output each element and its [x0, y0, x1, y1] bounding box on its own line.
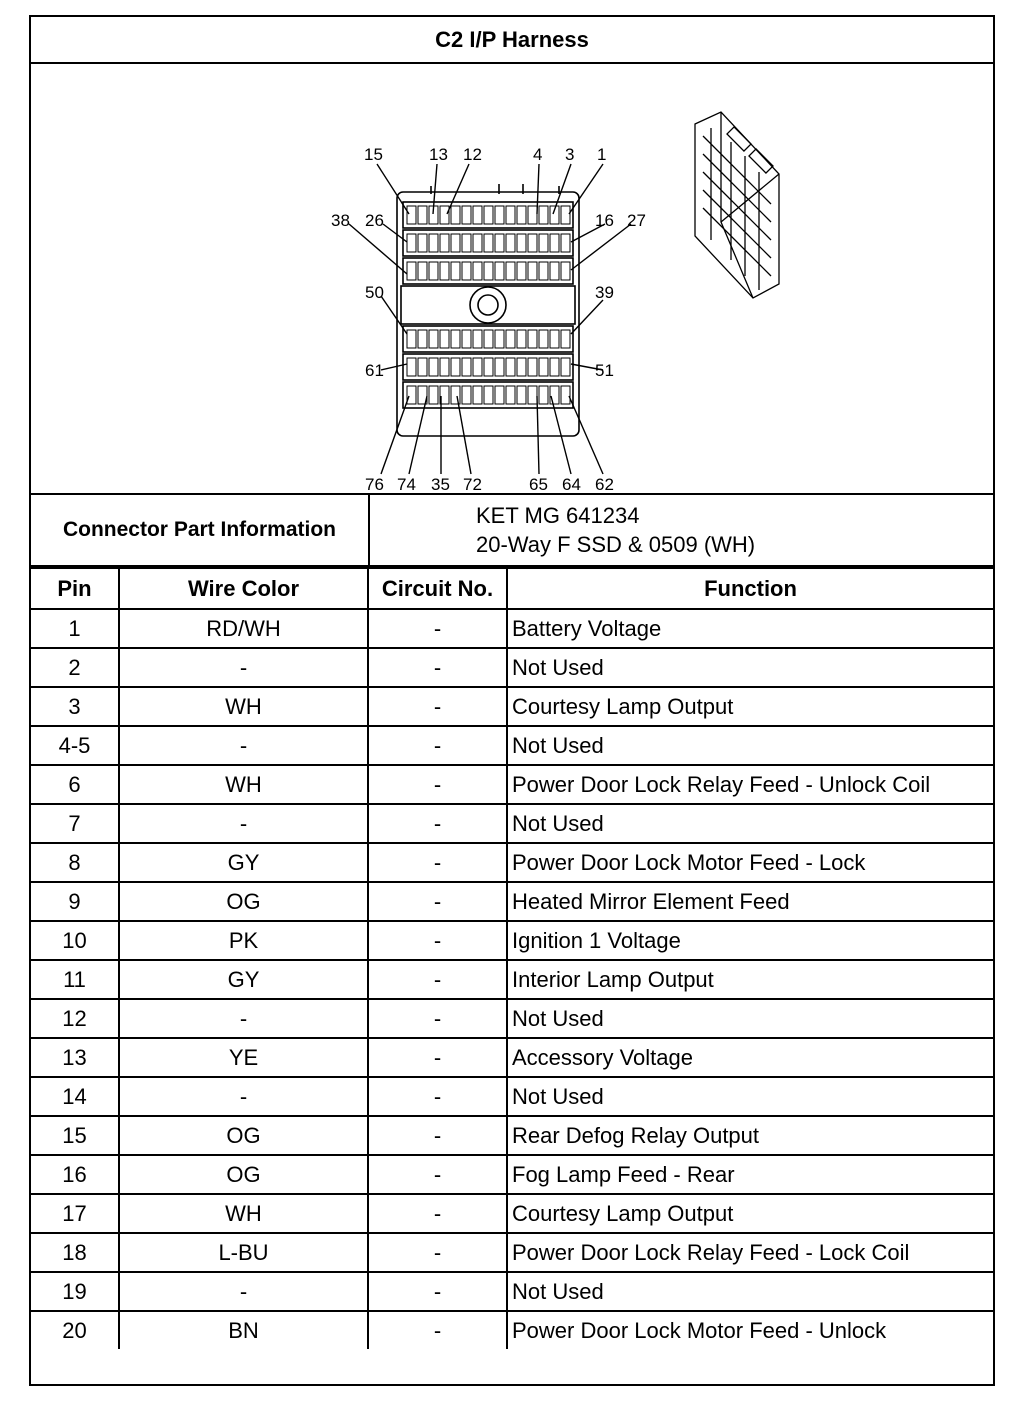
pin-cell: 19: [31, 1272, 119, 1311]
function-cell: Power Door Lock Relay Feed - Unlock Coil: [507, 765, 993, 804]
table-row: [31, 999, 993, 1038]
wire-color-cell: -: [119, 726, 368, 765]
circuit-cell: -: [368, 1116, 507, 1155]
column-header-pin: Pin: [31, 568, 119, 609]
circuit-cell: -: [368, 843, 507, 882]
connector-isometric-view: [695, 112, 779, 298]
function-cell: Rear Defog Relay Output: [507, 1116, 993, 1155]
circuit-cell: -: [368, 1194, 507, 1233]
pin-cell: 12: [31, 999, 119, 1038]
column-header-circuit-no: Circuit No.: [368, 568, 507, 609]
circuit-cell: -: [368, 999, 507, 1038]
pin-label: 72: [463, 475, 482, 493]
function-cell: Not Used: [507, 648, 993, 687]
wire-color-cell: -: [119, 648, 368, 687]
wire-color-cell: -: [119, 1077, 368, 1116]
pin-label: 39: [595, 283, 614, 302]
table-row: [31, 648, 993, 687]
connector-part-label: Connector Part Information: [31, 495, 370, 565]
pin-label: 50: [365, 283, 384, 302]
wire-color-cell: -: [119, 804, 368, 843]
table-row: [31, 765, 993, 804]
page-title: C2 I/P Harness: [31, 17, 993, 64]
circuit-cell: -: [368, 648, 507, 687]
circuit-cell: -: [368, 804, 507, 843]
pin-label: 51: [595, 361, 614, 380]
leader-lines: [349, 164, 631, 474]
wire-color-cell: GY: [119, 960, 368, 999]
pin-cell: 3: [31, 687, 119, 726]
table-row: [31, 1311, 993, 1349]
circuit-cell: -: [368, 1233, 507, 1272]
wire-color-cell: OG: [119, 1155, 368, 1194]
pin-cell: 8: [31, 843, 119, 882]
table-header-row: [31, 568, 993, 609]
function-cell: Heated Mirror Element Feed: [507, 882, 993, 921]
function-cell: Courtesy Lamp Output: [507, 1194, 993, 1233]
function-cell: Power Door Lock Motor Feed - Lock: [507, 843, 993, 882]
pin-label: 61: [365, 361, 384, 380]
pin-label: 13: [429, 145, 448, 164]
connector-part-value: [370, 495, 993, 565]
pin-cell: 20: [31, 1311, 119, 1349]
table-row: [31, 882, 993, 921]
pin-cell: 10: [31, 921, 119, 960]
function-cell: Accessory Voltage: [507, 1038, 993, 1077]
connector-diagram: [31, 64, 993, 495]
table-row: [31, 1233, 993, 1272]
circuit-cell: -: [368, 1077, 507, 1116]
pin-label: 65: [529, 475, 548, 493]
circuit-cell: -: [368, 609, 507, 648]
pin-cell: 17: [31, 1194, 119, 1233]
table-row: [31, 609, 993, 648]
function-cell: Power Door Lock Relay Feed - Lock Coil: [507, 1233, 993, 1272]
wire-color-cell: OG: [119, 1116, 368, 1155]
function-cell: Not Used: [507, 804, 993, 843]
circuit-cell: -: [368, 882, 507, 921]
table-row: [31, 843, 993, 882]
table-row: [31, 1116, 993, 1155]
pin-cell: 9: [31, 882, 119, 921]
wire-color-cell: WH: [119, 687, 368, 726]
pin-cell: 14: [31, 1077, 119, 1116]
function-cell: Courtesy Lamp Output: [507, 687, 993, 726]
column-header-function: Function: [507, 568, 993, 609]
function-cell: Battery Voltage: [507, 609, 993, 648]
function-cell: Fog Lamp Feed - Rear: [507, 1155, 993, 1194]
wire-color-cell: OG: [119, 882, 368, 921]
pin-label: 15: [364, 145, 383, 164]
function-cell: Not Used: [507, 1272, 993, 1311]
table-row: [31, 804, 993, 843]
pin-number-labels: [331, 145, 646, 493]
pin-cell: 13: [31, 1038, 119, 1077]
wire-color-cell: WH: [119, 765, 368, 804]
circuit-cell: -: [368, 1038, 507, 1077]
circuit-cell: -: [368, 1155, 507, 1194]
pin-label: 64: [562, 475, 581, 493]
table-row: [31, 960, 993, 999]
wire-color-cell: BN: [119, 1311, 368, 1349]
function-cell: Not Used: [507, 1077, 993, 1116]
table-row: [31, 687, 993, 726]
circuit-cell: -: [368, 1272, 507, 1311]
connector-part-description: 20-Way F SSD & 0509 (WH): [476, 532, 756, 557]
table-row: [31, 1038, 993, 1077]
function-cell: Interior Lamp Output: [507, 960, 993, 999]
wire-color-cell: -: [119, 1272, 368, 1311]
harness-sheet: [29, 15, 995, 1386]
function-cell: Not Used: [507, 726, 993, 765]
pinout-table: [31, 567, 993, 1349]
pin-label: 3: [565, 145, 575, 164]
pin-label: 74: [397, 475, 416, 493]
pin-label: 1: [597, 145, 607, 164]
pin-cell: 11: [31, 960, 119, 999]
pin-cell: 2: [31, 648, 119, 687]
pin-cell: 1: [31, 609, 119, 648]
wire-color-cell: YE: [119, 1038, 368, 1077]
circuit-cell: -: [368, 687, 507, 726]
pin-cell: 18: [31, 1233, 119, 1272]
wire-color-cell: WH: [119, 1194, 368, 1233]
pin-label: 4: [533, 145, 543, 164]
pin-label: 76: [365, 475, 384, 493]
function-cell: Not Used: [507, 999, 993, 1038]
pin-cavities: [407, 206, 570, 404]
connector-face-drawing: [31, 64, 993, 493]
wire-color-cell: GY: [119, 843, 368, 882]
pin-label: 12: [463, 145, 482, 164]
circuit-cell: -: [368, 726, 507, 765]
connector-part-info: [31, 495, 993, 567]
pin-label: 26: [365, 211, 384, 230]
pin-label: 16: [595, 211, 614, 230]
pin-label: 62: [595, 475, 614, 493]
table-row: [31, 1272, 993, 1311]
connector-part-number: KET MG 641234: [476, 503, 640, 528]
circuit-cell: -: [368, 765, 507, 804]
function-cell: Ignition 1 Voltage: [507, 921, 993, 960]
pin-cell: 6: [31, 765, 119, 804]
circuit-cell: -: [368, 921, 507, 960]
table-row: [31, 1077, 993, 1116]
pin-label: 35: [431, 475, 450, 493]
pin-label: 38: [331, 211, 350, 230]
wire-color-cell: PK: [119, 921, 368, 960]
pin-cell: 4-5: [31, 726, 119, 765]
pin-cell: 15: [31, 1116, 119, 1155]
table-row: [31, 921, 993, 960]
circuit-cell: -: [368, 1311, 507, 1349]
circuit-cell: -: [368, 960, 507, 999]
wire-color-cell: L-BU: [119, 1233, 368, 1272]
column-header-wire-color: Wire Color: [119, 568, 368, 609]
table-row: [31, 1194, 993, 1233]
wire-color-cell: -: [119, 999, 368, 1038]
pin-cell: 16: [31, 1155, 119, 1194]
table-row: [31, 1155, 993, 1194]
function-cell: Power Door Lock Motor Feed - Unlock: [507, 1311, 993, 1349]
wire-color-cell: RD/WH: [119, 609, 368, 648]
pin-cell: 7: [31, 804, 119, 843]
pin-label: 27: [627, 211, 646, 230]
table-row: [31, 726, 993, 765]
